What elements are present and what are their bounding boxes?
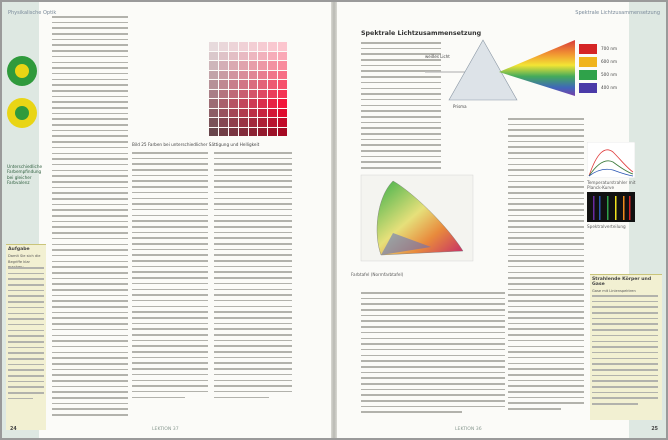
swatch-cell — [229, 42, 238, 51]
swatch-cell — [229, 128, 238, 137]
left-column-2-text — [132, 152, 208, 402]
swatch-cell — [229, 52, 238, 61]
left-running-head: Physikalische Optik — [8, 10, 57, 16]
swatch-cell — [278, 71, 287, 80]
swatch-cell — [209, 52, 218, 61]
swatch-cell — [249, 71, 258, 80]
swatch-figure-caption: Bild 25 Farben bei unterschiedlicher Sättigung und Helligkeit — [132, 142, 260, 147]
swatch-cell — [249, 128, 258, 137]
swatch-cell — [239, 109, 248, 118]
legend-label-400: 400 nm — [601, 85, 618, 90]
swatch-cell — [219, 99, 228, 108]
swatch-cell — [268, 52, 277, 61]
left-footer-lesson: LEKTION 37 — [152, 427, 179, 432]
left-page-number: 24 — [10, 427, 17, 432]
swatch-cell — [268, 42, 277, 51]
swatch-cell — [268, 99, 277, 108]
swatch-cell — [239, 61, 248, 70]
ring-bottom-inner — [15, 106, 29, 120]
swatch-cell — [219, 71, 228, 80]
swatch-cell — [278, 80, 287, 89]
swatch-cell — [258, 128, 267, 137]
swatch-cell — [209, 128, 218, 137]
prism-label-white-light: weißes Licht — [425, 54, 450, 59]
bars-caption: Spektralverteilung — [587, 224, 626, 229]
task-box — [6, 244, 46, 430]
swatch-cell — [268, 61, 277, 70]
left-column-3-text — [214, 152, 292, 402]
swatch-cell — [209, 99, 218, 108]
spectrum-fan — [499, 40, 575, 96]
task-box-lines — [8, 267, 44, 404]
swatch-cell — [219, 61, 228, 70]
swatch-cell — [278, 128, 287, 137]
swatch-cell — [258, 42, 267, 51]
swatch-cell — [219, 52, 228, 61]
swatch-cell — [229, 61, 238, 70]
swatch-cell — [219, 90, 228, 99]
right-running-head: Spektrale Lichtzusammensetzung — [575, 10, 660, 16]
prism-label-prism: Prisma — [453, 104, 467, 109]
swatch-cell — [239, 128, 248, 137]
swatch-cell — [268, 109, 277, 118]
left-column-1-text — [52, 16, 128, 420]
rings-caption: Unterschiedliche Farbempfindung bei gleicher Farbvalenz — [7, 164, 43, 185]
swatch-cell — [239, 99, 248, 108]
swatch-cell — [268, 90, 277, 99]
right-page-number: 25 — [651, 427, 658, 432]
swatch-cell — [249, 80, 258, 89]
right-footer-lesson: LEKTION 36 — [455, 427, 482, 432]
sidebar-box — [590, 274, 662, 420]
swatch-cell — [258, 90, 267, 99]
swatch-cell — [278, 61, 287, 70]
left-page — [2, 2, 331, 438]
swatch-cell — [258, 80, 267, 89]
legend-label-700: 700 nm — [601, 46, 618, 51]
spectrum-chart — [587, 142, 635, 178]
swatch-cell — [209, 118, 218, 127]
swatch-cell — [278, 90, 287, 99]
wavelength-legend — [579, 44, 629, 96]
swatch-cell — [229, 90, 238, 99]
legend-label-600: 600 nm — [601, 59, 618, 64]
saturation-brightness-swatches — [209, 42, 287, 136]
cie-chromaticity-diagram — [351, 173, 477, 269]
right-column-2-text — [508, 118, 584, 414]
spectral-bars — [587, 192, 635, 222]
swatch-cell — [268, 118, 277, 127]
swatch-cell — [278, 52, 287, 61]
swatch-cell — [239, 42, 248, 51]
swatch-cell — [219, 80, 228, 89]
task-box-text: Damit Sie sich die Begriffe klar — [8, 254, 41, 264]
swatch-cell — [268, 71, 277, 80]
legend-swatch-600 — [579, 57, 597, 67]
swatch-cell — [239, 52, 248, 61]
swatch-cell — [258, 118, 267, 127]
sidebar-lines — [592, 295, 658, 409]
swatch-cell — [239, 80, 248, 89]
swatch-cell — [239, 90, 248, 99]
swatch-cell — [209, 61, 218, 70]
spectrum-caption: Temperaturstrahler mit Planck-Kurve — [587, 180, 636, 191]
swatch-cell — [258, 61, 267, 70]
swatch-cell — [258, 71, 267, 80]
right-page — [337, 2, 666, 438]
swatch-cell — [239, 71, 248, 80]
swatch-cell — [209, 42, 218, 51]
swatch-cell — [219, 118, 228, 127]
swatch-cell — [278, 118, 287, 127]
swatch-cell — [249, 118, 258, 127]
swatch-cell — [249, 90, 258, 99]
swatch-cell — [249, 52, 258, 61]
legend-swatch-500 — [579, 70, 597, 80]
swatch-cell — [229, 118, 238, 127]
swatch-cell — [249, 109, 258, 118]
task-box-title: Aufgabe — [8, 247, 30, 252]
swatch-cell — [219, 42, 228, 51]
section-title: Spektrale Lichtzusammensetzung — [361, 30, 482, 37]
swatch-cell — [258, 52, 267, 61]
swatch-cell — [278, 109, 287, 118]
swatch-cell — [249, 61, 258, 70]
swatch-cell — [278, 42, 287, 51]
swatch-cell — [239, 118, 248, 127]
swatch-cell — [229, 99, 238, 108]
swatch-cell — [268, 80, 277, 89]
ring-blue-bg-top — [2, 51, 42, 91]
swatch-cell — [219, 128, 228, 137]
swatch-cell — [229, 71, 238, 80]
swatch-cell — [229, 109, 238, 118]
swatch-cell — [209, 90, 218, 99]
swatch-cell — [278, 99, 287, 108]
swatch-cell — [258, 109, 267, 118]
swatch-cell — [258, 99, 267, 108]
swatch-cell — [229, 80, 238, 89]
swatch-cell — [209, 80, 218, 89]
swatch-cell — [249, 99, 258, 108]
cie-caption: Farbtafel (Normfarbtafel) — [351, 272, 404, 277]
legend-swatch-400 — [579, 83, 597, 93]
sidebar-title: Strahlende Körper und Gase — [592, 277, 652, 287]
swatch-cell — [268, 128, 277, 137]
legend-swatch-700 — [579, 44, 597, 54]
swatch-cell — [219, 109, 228, 118]
swatch-cell — [249, 42, 258, 51]
swatch-cell — [209, 109, 218, 118]
swatch-cell — [209, 71, 218, 80]
right-column-1-text-b — [361, 292, 505, 417]
sidebar-text: Gase mit Linienspektren — [592, 289, 636, 293]
legend-label-500: 500 nm — [601, 72, 618, 77]
